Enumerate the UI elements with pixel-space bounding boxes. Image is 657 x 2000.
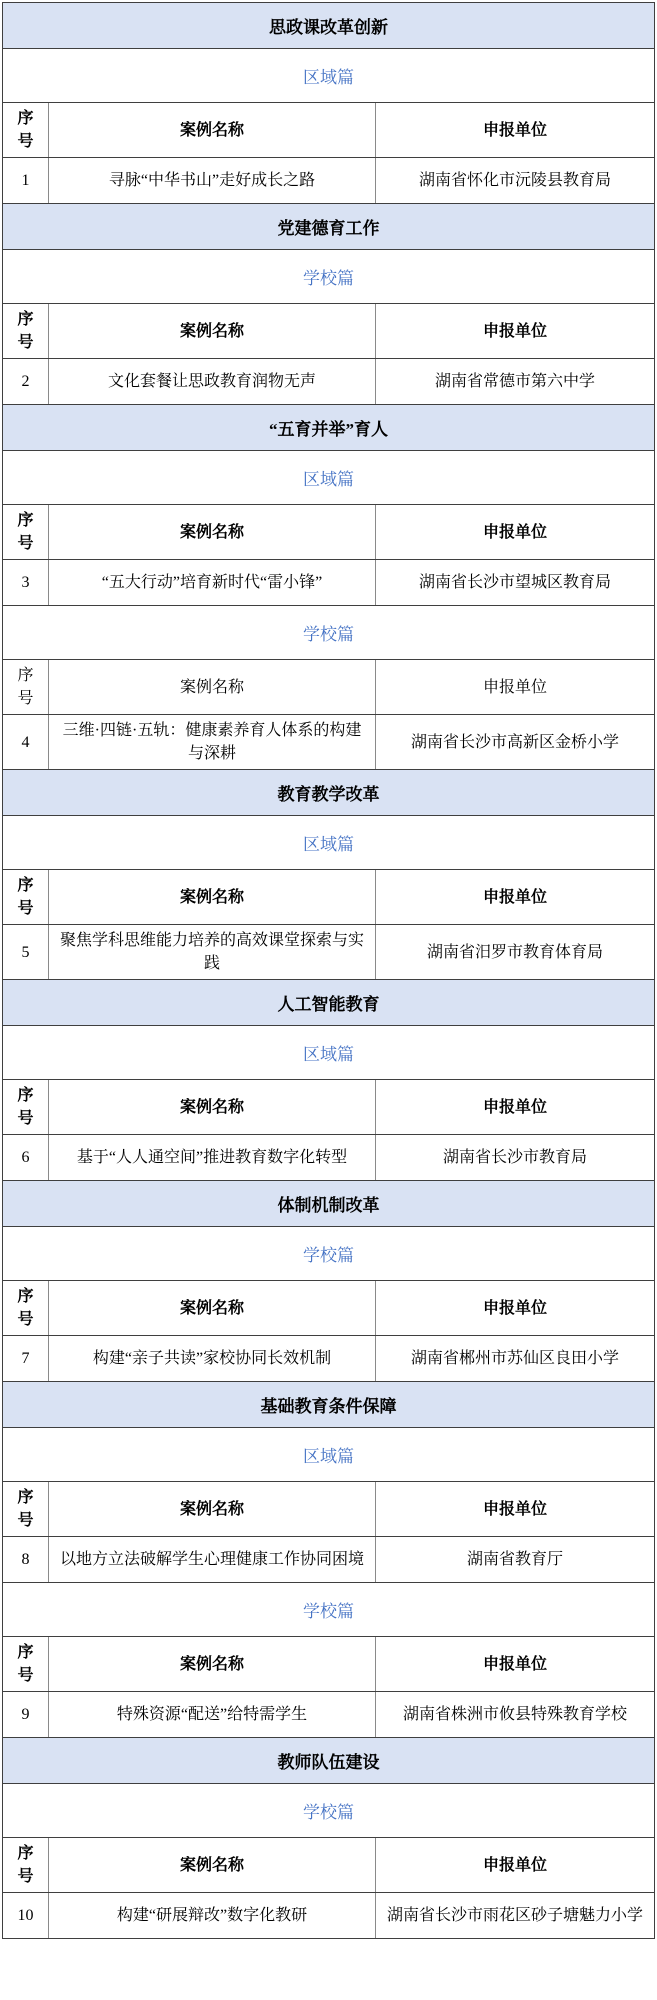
column-header: 案例名称 (48, 1281, 375, 1335)
row-index: 7 (21, 1350, 30, 1367)
unit-name: 湖南省株洲市攸县特殊教育学校 (375, 1692, 654, 1737)
column-header: 申报单位 (375, 660, 654, 714)
table-row (3, 158, 654, 204)
column-header: 案例名称 (48, 870, 375, 924)
table-header-row (3, 660, 654, 715)
column-header: 案例名称 (48, 1080, 375, 1134)
table-header-row (3, 304, 654, 359)
group-label: 区域篇 (3, 49, 654, 103)
table-header-row (3, 505, 654, 560)
group-label: 学校篇 (3, 250, 654, 304)
table-row (3, 715, 654, 770)
case-name: 特殊资源“配送”给特需学生 (48, 1692, 375, 1737)
case-name: 基于“人人通空间”推进教育数字化转型 (48, 1135, 375, 1180)
column-header: 序号 (17, 1489, 34, 1529)
column-header: 案例名称 (48, 304, 375, 358)
column-header: 序号 (17, 1644, 34, 1684)
unit-name: 湖南省长沙市雨花区砂子塘魅力小学 (375, 1893, 654, 1938)
column-header: 序号 (17, 667, 34, 707)
case-name: 构建“亲子共读”家校协同长效机制 (48, 1336, 375, 1381)
table-header-row (3, 1637, 654, 1692)
unit-name: 湖南省郴州市苏仙区良田小学 (375, 1336, 654, 1381)
group-label: 区域篇 (3, 451, 654, 505)
table-row (3, 1537, 654, 1583)
section-title: “五育并举”育人 (3, 405, 654, 451)
group-label: 区域篇 (3, 816, 654, 870)
table-header-row (3, 103, 654, 158)
row-index: 9 (21, 1706, 30, 1723)
column-header: 序号 (17, 1087, 34, 1127)
section-title: 体制机制改革 (3, 1181, 654, 1227)
table-header-row (3, 1482, 654, 1537)
column-header: 申报单位 (375, 103, 654, 157)
case-name: 构建“研展辩改”数字化教研 (48, 1893, 375, 1938)
table-header-row (3, 870, 654, 925)
section-title: 思政课改革创新 (3, 3, 654, 49)
row-index: 5 (21, 943, 30, 961)
row-index: 10 (17, 1907, 34, 1924)
unit-name: 湖南省汨罗市教育体育局 (375, 925, 654, 979)
row-index: 8 (21, 1551, 30, 1568)
column-header: 案例名称 (48, 1482, 375, 1536)
case-table (2, 2, 655, 1939)
column-header: 案例名称 (48, 103, 375, 157)
row-index: 3 (21, 574, 30, 591)
column-header: 申报单位 (375, 304, 654, 358)
table-row (3, 1893, 654, 1938)
row-index: 1 (21, 172, 30, 189)
row-index: 4 (21, 733, 30, 751)
table-row (3, 1692, 654, 1738)
table-row (3, 1336, 654, 1382)
row-index: 2 (21, 373, 30, 390)
table-row (3, 560, 654, 606)
column-header: 申报单位 (375, 1637, 654, 1691)
column-header: 申报单位 (375, 1838, 654, 1892)
case-name: 文化套餐让思政教育润物无声 (48, 359, 375, 404)
table-row (3, 1135, 654, 1181)
group-label: 区域篇 (3, 1026, 654, 1080)
table-row (3, 359, 654, 405)
column-header: 案例名称 (48, 505, 375, 559)
unit-name: 湖南省教育厅 (375, 1537, 654, 1582)
column-header: 序号 (17, 512, 34, 552)
unit-name: 湖南省常德市第六中学 (375, 359, 654, 404)
unit-name: 湖南省长沙市望城区教育局 (375, 560, 654, 605)
section-title: 基础教育条件保障 (3, 1382, 654, 1428)
column-header: 案例名称 (48, 1838, 375, 1892)
case-name: 寻脉“中华书山”走好成长之路 (48, 158, 375, 203)
column-header: 序号 (17, 311, 34, 351)
unit-name: 湖南省长沙市教育局 (375, 1135, 654, 1180)
table-header-row (3, 1281, 654, 1336)
case-name: 三维·四链·五轨：健康素养育人体系的构建与深耕 (48, 715, 375, 769)
group-label: 学校篇 (3, 1227, 654, 1281)
unit-name: 湖南省长沙市高新区金桥小学 (375, 715, 654, 769)
unit-name: 湖南省怀化市沅陵县教育局 (375, 158, 654, 203)
group-label: 区域篇 (3, 1428, 654, 1482)
group-label: 学校篇 (3, 1583, 654, 1637)
section-title: 党建德育工作 (3, 204, 654, 250)
section-title: 教育教学改革 (3, 770, 654, 816)
column-header: 申报单位 (375, 1080, 654, 1134)
table-row (3, 925, 654, 980)
column-header: 案例名称 (48, 660, 375, 714)
case-name: “五大行动”培育新时代“雷小锋” (48, 560, 375, 605)
case-name: 聚焦学科思维能力培养的高效课堂探索与实践 (48, 925, 375, 979)
column-header: 序号 (17, 1845, 34, 1885)
section-title: 人工智能教育 (3, 980, 654, 1026)
column-header: 序号 (17, 1288, 34, 1328)
column-header: 案例名称 (48, 1637, 375, 1691)
row-index: 6 (21, 1149, 30, 1166)
table-header-row (3, 1080, 654, 1135)
column-header: 序号 (17, 110, 34, 150)
table-header-row (3, 1838, 654, 1893)
group-label: 学校篇 (3, 606, 654, 660)
column-header: 序号 (17, 877, 34, 917)
column-header: 申报单位 (375, 1482, 654, 1536)
column-header: 申报单位 (375, 870, 654, 924)
case-name: 以地方立法破解学生心理健康工作协同困境 (48, 1537, 375, 1582)
section-title: 教师队伍建设 (3, 1738, 654, 1784)
column-header: 申报单位 (375, 505, 654, 559)
column-header: 申报单位 (375, 1281, 654, 1335)
group-label: 学校篇 (3, 1784, 654, 1838)
